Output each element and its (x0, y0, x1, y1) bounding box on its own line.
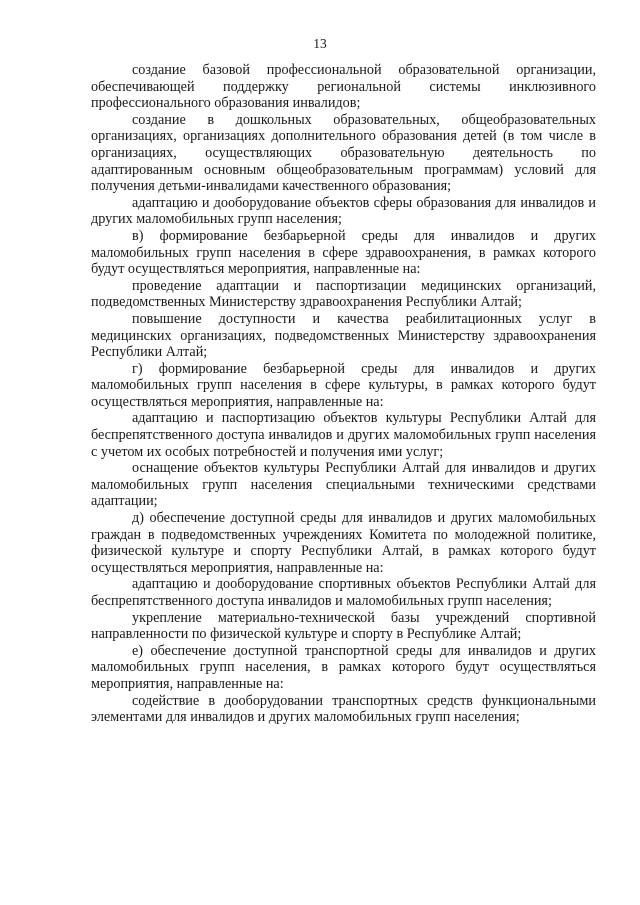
paragraph: адаптацию и паспортизацию объектов культуры Республики Алтай для беспрепятственного доступа инвалидов и других маломобильных групп населения с учетом их особых потребностей и получения ими услуг; (91, 410, 596, 460)
paragraph: содействие в дооборудовании транспортных средств функциональными элементами для инвалидов и других маломобильных групп населения; (91, 692, 596, 726)
paragraph: создание в дошкольных образовательных, общеобразовательных организациях, организациях дополнительного образования детей (в том числе в организациях, осуществляющих образовательную деятельность по адаптированным основным общеобразовательным программам) условий для получения детьми-инвалидами качественного образования; (91, 111, 596, 195)
paragraph: укрепление материально-технической базы учреждений спортивной направленности по физической культуре и спорту в Республике Алтай; (91, 609, 596, 643)
paragraph: оснащение объектов культуры Республики Алтай для инвалидов и других маломобильных групп населения специальными техническими средствами адаптации; (91, 460, 596, 510)
paragraph: е) обеспечение доступной транспортной среды для инвалидов и других маломобильных групп населения, в рамках которого будут осуществляться мероприятия, направленные на: (91, 642, 596, 692)
paragraph: г) формирование безбарьерной среды для инвалидов и других маломобильных групп населения в сфере культуры, в рамках которого будут осуществляться мероприятия, направленные на: (91, 360, 596, 410)
paragraph: повышение доступности и качества реабилитационных услуг в медицинских организациях, подведомственных Министерству здравоохранения Республики Алтай; (91, 310, 596, 361)
page-number: 13 (313, 36, 327, 51)
paragraph: в) формирование безбарьерной среды для инвалидов и других маломобильных групп населения в сфере здравоохранения, в рамках которого будут осуществляться мероприятия, направленные на: (91, 227, 596, 278)
paragraph: создание базовой профессиональной образовательной организации, обеспечивающей поддержку региональной системы инклюзивного профессионального образования инвалидов; (91, 62, 596, 112)
paragraph: адаптацию и дооборудование объектов сферы образования для инвалидов и других маломобильных групп населения; (91, 194, 596, 228)
paragraph: проведение адаптации и паспортизации медицинских организаций, подведомственных Министерству здравоохранения Республики Алтай; (91, 277, 596, 311)
paragraph: д) обеспечение доступной среды для инвалидов и других маломобильных граждан в подведомственных учреждениях Комитета по молодежной политике, физической культуре и спорту Республики Алтай, в рамках которого будут осуществляться мероприятия, направленные на: (91, 510, 596, 576)
document-body (91, 62, 596, 726)
paragraph: адаптацию и дооборудование спортивных объектов Республики Алтай для беспрепятственного доступа инвалидов и маломобильных групп населения; (91, 576, 596, 609)
